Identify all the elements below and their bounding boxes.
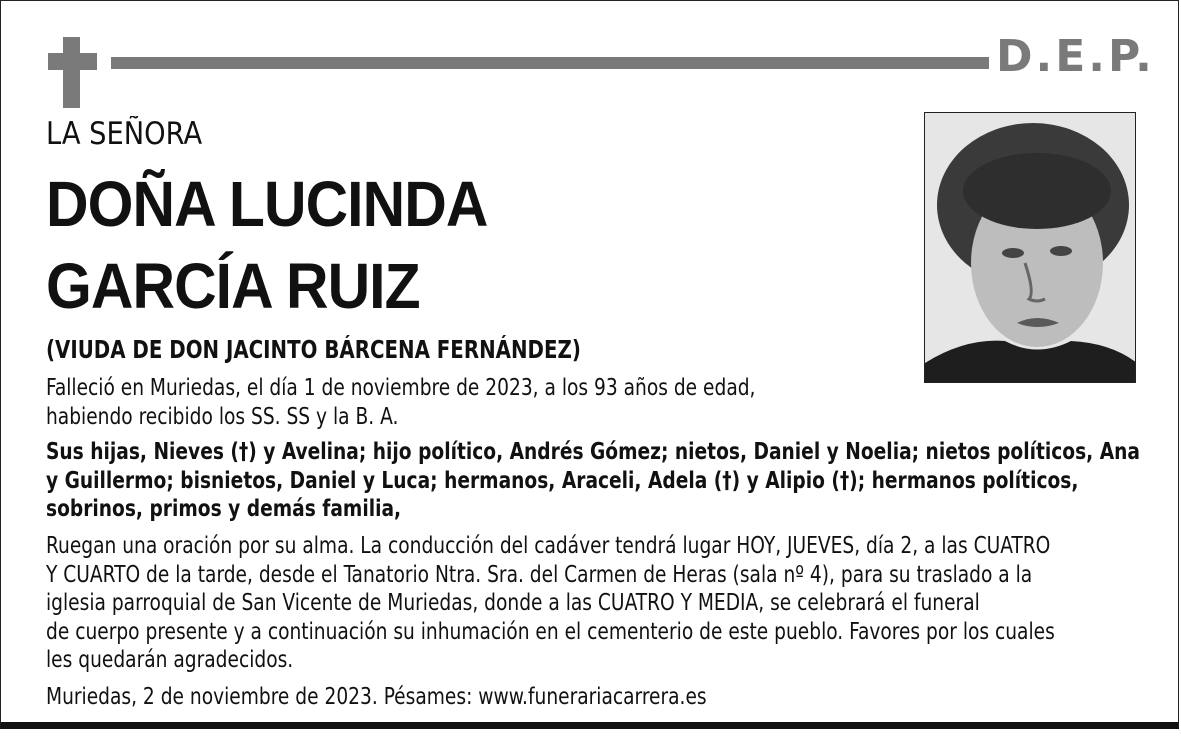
cross-icon — [63, 37, 80, 108]
service-line: Ruegan una oración por su alma. La conducción del cadáver tendrá lugar HOY, JUEVES, día 2, a las CUATRO — [46, 533, 1051, 559]
intro-title: LA SEÑORA — [46, 116, 203, 152]
deceased-photo — [924, 112, 1136, 383]
deceased-name-line2: GARCÍA RUIZ — [46, 250, 420, 322]
cross-icon-arm — [48, 53, 97, 70]
family-line: sobrinos, primos y demás familia, — [46, 496, 402, 522]
family-line: y Guillermo; bisnietos, Daniel y Luca; hermanos, Araceli, Adela (†) y Alipio (†); hermanos políticos, — [46, 467, 1079, 494]
death-line: Falleció en Muriedas, el día 1 de noviembre de 2023, a los 93 años de edad, — [46, 375, 756, 401]
widow-of-line: (VIUDA DE DON JACINTO BÁRCENA FERNÁNDEZ) — [46, 335, 581, 364]
service-line: de cuerpo presente y a continuación su inhumación en el cementerio de este pueblo. Favores por los cuales — [46, 618, 1055, 645]
death-line: habiendo recibido los SS. SS y la B. A. — [46, 403, 399, 430]
service-line: iglesia parroquial de San Vicente de Muriedas, donde a las CUATRO Y MEDIA, se celebrará el funeral — [46, 590, 980, 616]
family-paragraph — [46, 438, 1140, 524]
family-line: Sus hijas, Nieves (†) y Avelina; hijo político, Andrés Gómez; nietos, Daniel y Noelia; nietos políticos, Ana — [46, 439, 1140, 465]
service-paragraph — [46, 532, 1055, 675]
service-line: les quedarán agradecidos. — [46, 647, 294, 673]
deceased-name-line1: DOÑA LUCINDA — [46, 168, 488, 240]
death-paragraph — [46, 374, 755, 431]
header-rule — [111, 57, 989, 69]
service-line: Y CUARTO de la tarde, desde el Tanatorio Ntra. Sra. del Carmen de Heras (sala nº 4), para su traslado a la — [46, 561, 1033, 588]
dep-heading: D.E.P. — [996, 31, 1155, 82]
portrait-image — [925, 113, 1136, 383]
footer-line: Muriedas, 2 de noviembre de 2023. Pésames: www.funerariacarrera.es — [46, 684, 707, 710]
